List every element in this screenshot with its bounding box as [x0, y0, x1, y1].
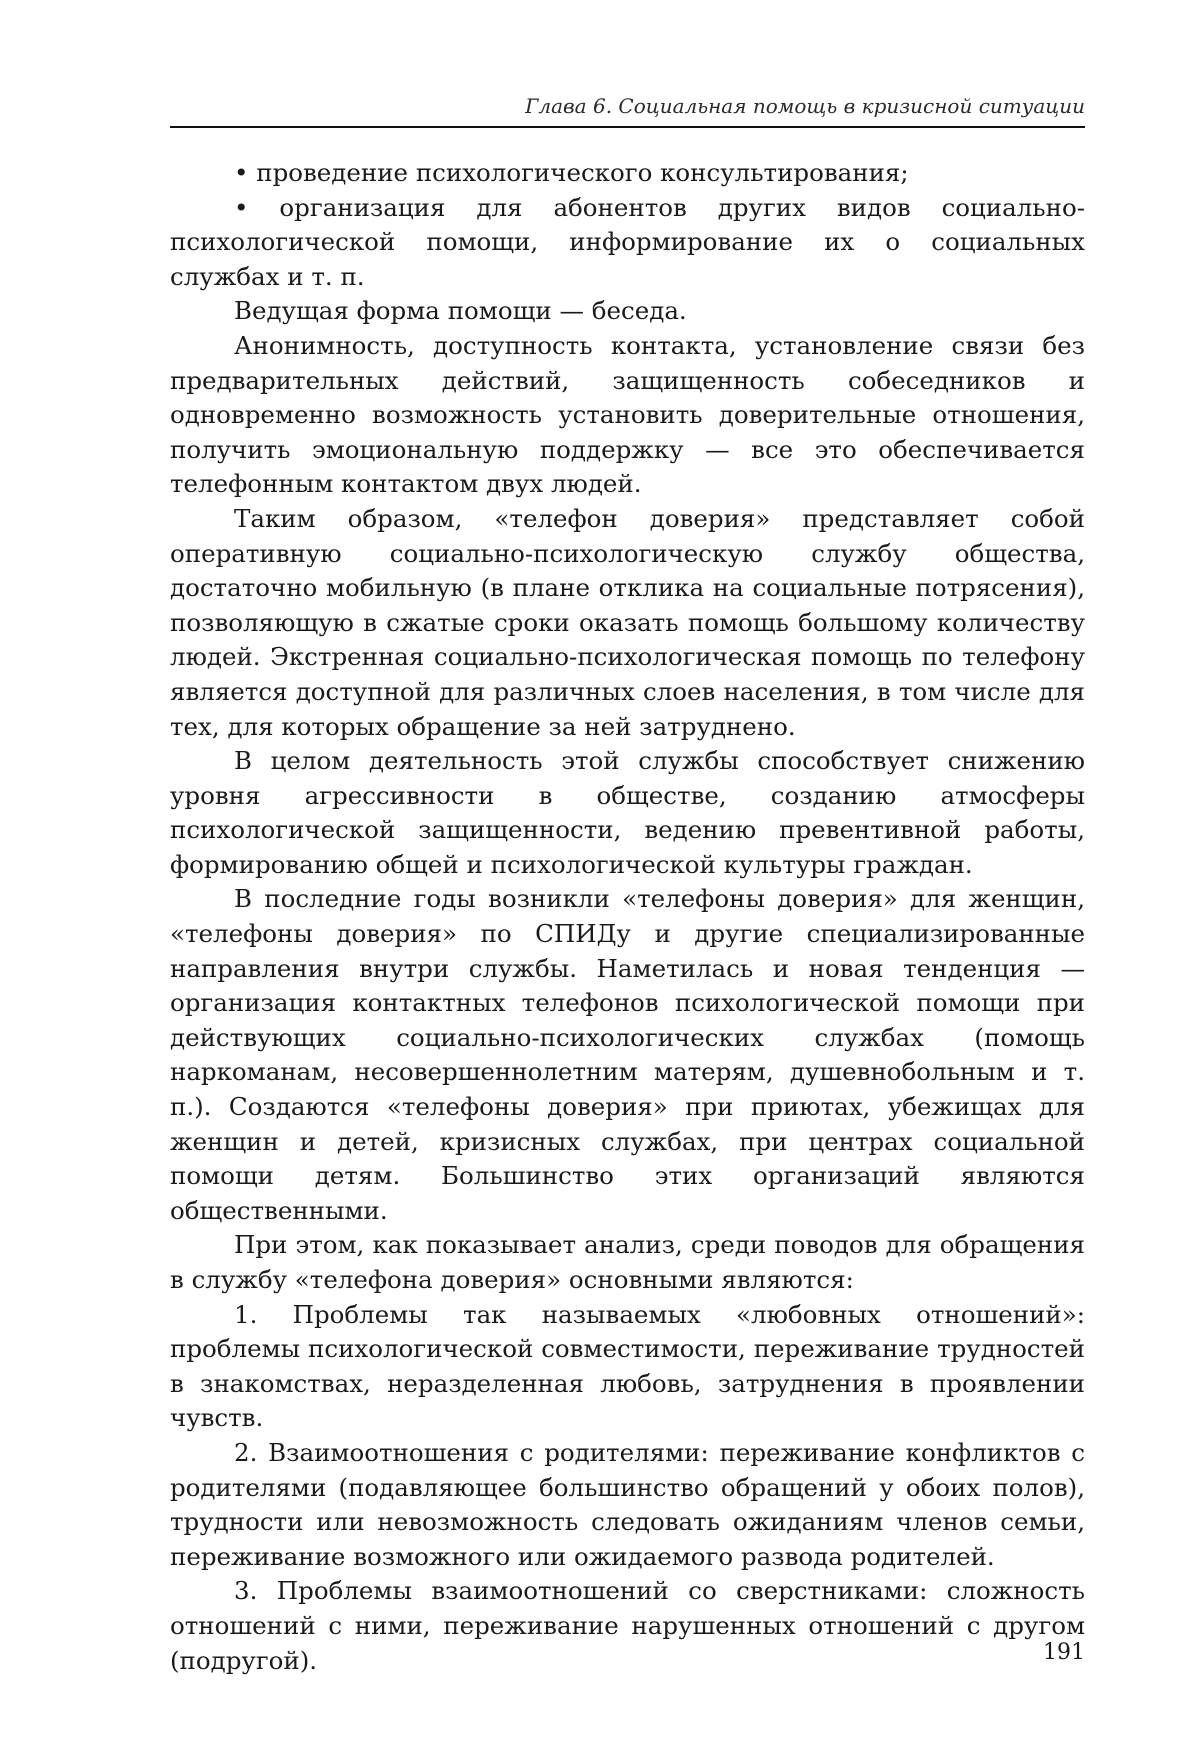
running-header: Глава 6. Социальная помощь в кризисной ситуации [525, 94, 1085, 118]
paragraph-recent-years: В последние годы возникли «телефоны доверия» для женщин, «телефоны доверия» по СПИДу и другие специализированные направления внутри службы. Наметилась и новая тенденция — организация контактных телефонов психологической помощи при действующих социально-психологических службах (помощь наркоманам, несовершеннолетним матерям, душевнобольным и т. п.). Создаются «телефоны доверия» при приютах, убежищах для женщин и детей, кризисных службах, при центрах социальной помощи детям. Большинство этих организаций являются общественными. [170, 884, 1085, 1225]
paragraph-anonymity: Анонимность, доступность контакта, установление связи без предварительных действий, защищенность собеседников и одновременно возможность установить доверительные отношения, получить эмоциональную поддержку — все это обеспечивается телефонным контактом двух людей. [170, 330, 1085, 499]
list-item-love-relationships: 1. Проблемы так называемых «любовных отношений»: проблемы психологической совместимости, переживание трудностей в знакомствах, неразделенная любовь, затруднения в проявлении чувств. [170, 1299, 1085, 1433]
paragraph-hotline-definition: Таким образом, «телефон доверия» представляет собой оперативную социально-психологическую службу общества, достаточно мобильную (в плане отклика на социальные потрясения), позволяющую в сжатые сроки оказать помощь большому количеству людей. Экстренная социально-психологическая помощь по телефону является доступной для различных слоев населения, в том числе для тех, для которых обращение за ней затруднено. [170, 503, 1085, 741]
bullet-item-consulting: • проведение психологического консультирования; [234, 158, 909, 187]
list-item-parents: 2. Взаимоотношения с родителями: переживание конфликтов с родителями (подавляющее большинство обращений у обоих полов), трудности или невозможность следовать ожиданиям членов семьи, переживание возможного или ожидаемого развода родителей. [170, 1437, 1085, 1571]
paragraph-service-activity: В целом деятельность этой службы способствует снижению уровня агрессивности в обществе, созданию атмосферы психологической защищенности, ведению превентивной работы, формированию общей и психологической культуры граждан. [170, 746, 1085, 879]
page-body [170, 156, 1085, 1678]
page-number: 191 [1043, 1640, 1085, 1665]
paragraph-leading-form: Ведущая форма помощи — беседа. [234, 296, 687, 326]
bullet-item-organization: • организация для абонентов других видов социально-психологической помощи, информирование их о социальных службах и т. п. [170, 192, 1085, 291]
header-divider [170, 126, 1085, 128]
list-item-peers: 3. Проблемы взаимоотношений со сверстниками: сложность отношений с ними, переживание нарушенных отношений с другом (подругой). [170, 1576, 1085, 1675]
paragraph-analysis-intro: При этом, как показывает анализ, среди поводов для обращения в службу «телефона доверия» основными являются: [170, 1230, 1085, 1294]
